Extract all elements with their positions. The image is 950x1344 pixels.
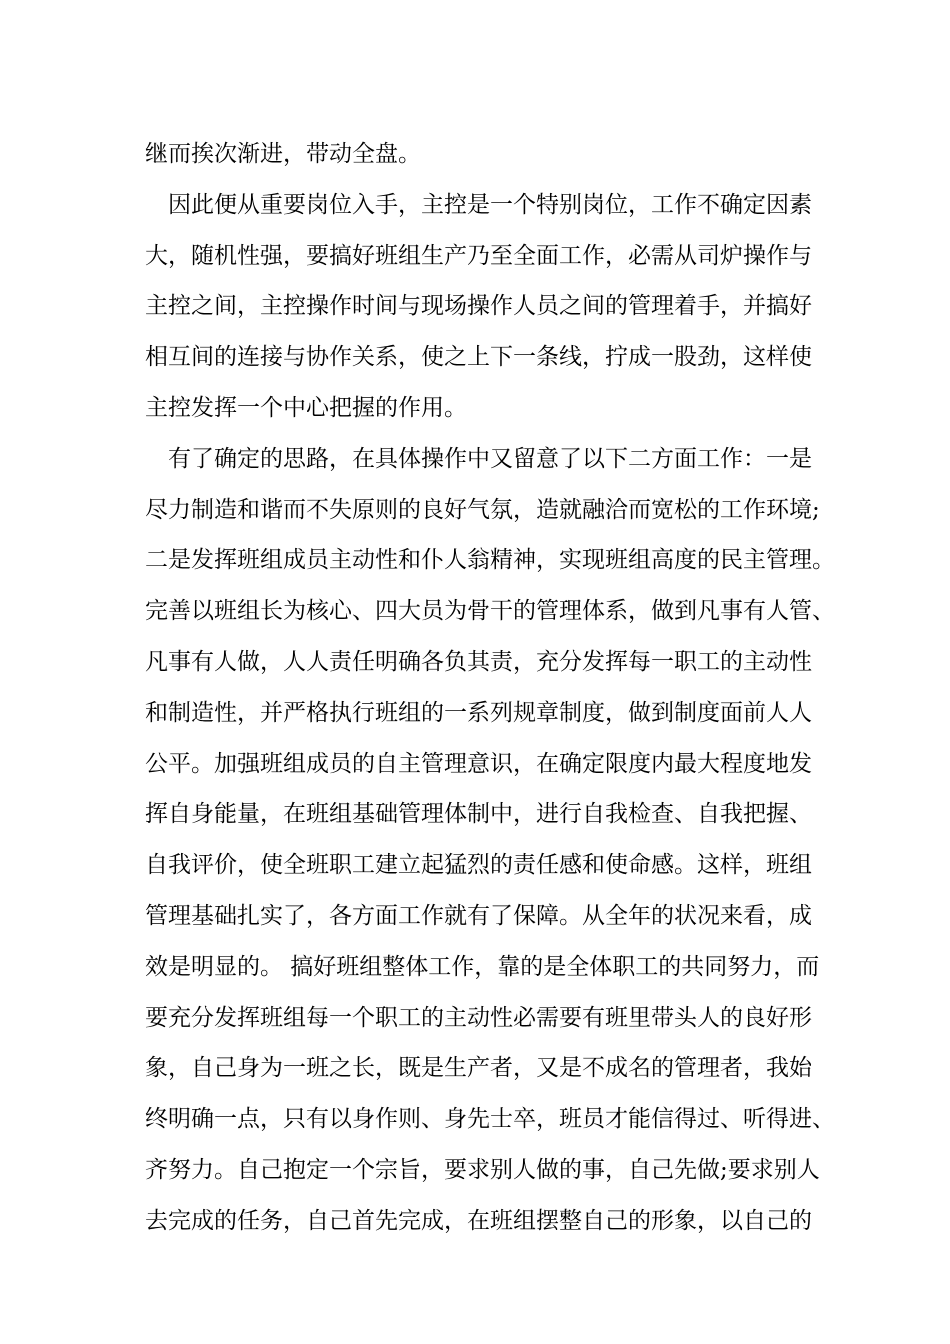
text-line: 有了确定的思路，在具体操作中又留意了以下二方面工作：一是	[168, 445, 812, 472]
text-line: 挥自身能量，在班组基础管理体制中，进行自我检查、自我把握、	[145, 801, 812, 828]
text-line: 齐努力。自己抱定一个宗旨，要求别人做的事，自己先做;要求别人	[145, 1156, 820, 1183]
text-line: 公平。加强班组成员的自主管理意识，在确定限度内最大程度地发	[145, 750, 812, 777]
text-line: 和制造性，并严格执行班组的一系列规章制度，做到制度面前人人	[145, 699, 812, 726]
text-line: 终明确一点，只有以身作则、身先士卒，班员才能信得过、听得进、	[145, 1106, 835, 1133]
text-line: 尽力制造和谐而不失原则的良好气氛，造就融洽而宽松的工作环境;	[145, 496, 820, 523]
text-line: 自我评价，使全班职工建立起猛烈的责任感和使命感。这样，班组	[145, 852, 812, 879]
text-line: 相互间的连接与协作关系，使之上下一条线，拧成一股劲，这样使	[145, 344, 812, 371]
text-line: 继而挨次渐进，带动全盘。	[145, 141, 421, 167]
text-line: 主控发挥一个中心把握的作用。	[145, 394, 467, 421]
text-line: 因此便从重要岗位入手，主控是一个特别岗位，工作不确定因素	[168, 191, 812, 218]
text-line: 去完成的任务，自己首先完成，在班组摆整自己的形象，以自己的	[145, 1207, 812, 1234]
text-line: 二是发挥班组成员主动性和仆人翁精神，实现班组高度的民主管理。	[145, 547, 835, 574]
text-line: 大，随机性强，要搞好班组生产乃至全面工作，必需从司炉操作与	[145, 242, 812, 269]
text-line: 凡事有人做，人人责任明确各负其责，充分发挥每一职工的主动性	[145, 648, 812, 675]
body-text	[145, 129, 835, 1247]
text-line: 管理基础扎实了，各方面工作就有了保障。从全年的状况来看，成	[145, 902, 812, 929]
text-line: 完善以班组长为核心、四大员为骨干的管理体系，做到凡事有人管、	[145, 598, 835, 625]
text-line: 象，自己身为一班之长，既是生产者，又是不成名的管理者，我始	[145, 1055, 812, 1082]
text-line: 主控之间，主控操作时间与现场操作人员之间的管理着手，并搞好	[145, 293, 812, 320]
text-line: 要充分发挥班组每一个职工的主动性必需要有班里带头人的良好形	[145, 1004, 812, 1031]
text-line: 效是明显的。 搞好班组整体工作，靠的是全体职工的共同努力，而	[145, 953, 820, 980]
